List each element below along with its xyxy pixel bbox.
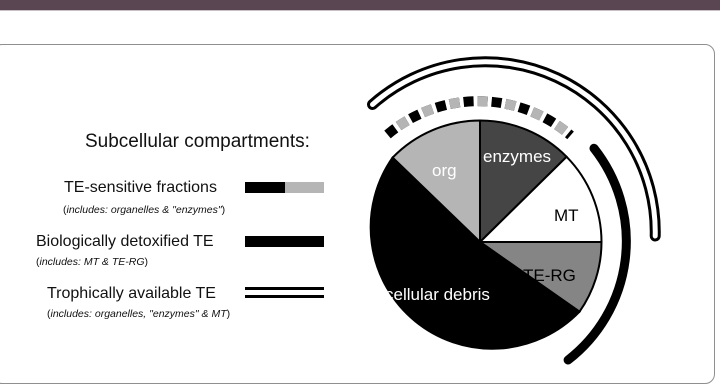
legend-item-detoxified-note: (includes: MT & TE-RG)	[36, 256, 149, 268]
legend-item-trophic-note: (includes: organelles, "enzymes" & MT)	[47, 308, 231, 320]
pie-label-mt: MT	[554, 206, 579, 225]
pie-label-enzymes: enzymes	[483, 147, 552, 166]
legend-title: Subcellular compartments:	[85, 131, 310, 152]
legend-item-te-sensitive-note: (includes: organelles & "enzymes")	[63, 204, 226, 216]
legend-item-te-sensitive-label: TE-sensitive fractions	[64, 179, 217, 196]
pie-label-cellular-debris: cellular debris	[385, 285, 490, 304]
legend-item-detoxified-label: Biologically detoxified TE	[36, 233, 214, 250]
legend-item-trophic-label: Trophically available TE	[47, 285, 216, 302]
pie-label-te-rg: TE-RG	[523, 266, 576, 285]
pie-label-org: org	[432, 161, 457, 180]
